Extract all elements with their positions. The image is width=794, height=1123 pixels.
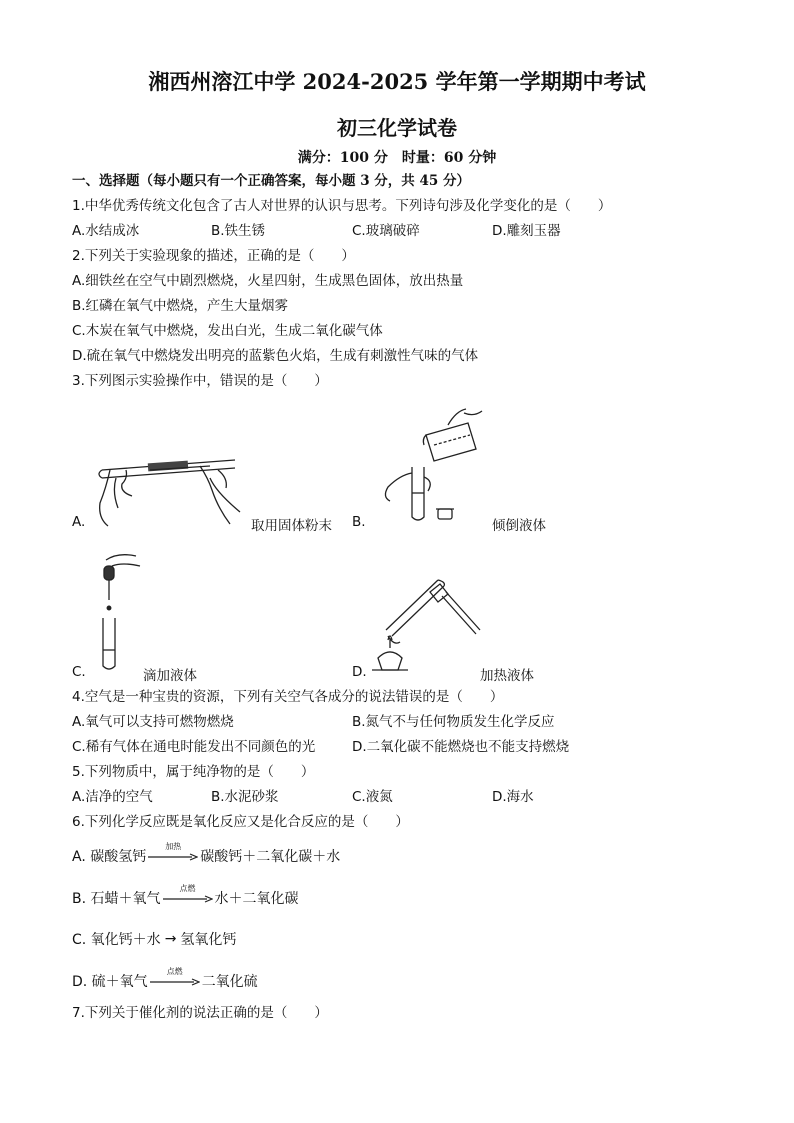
exam-title: 湘西州溶江中学 2024-2025 学年第一学期期中考试 <box>148 69 646 94</box>
q6-option-b <box>72 884 299 908</box>
q3-option-d-letter: D. <box>352 664 367 680</box>
q2-option-c: C.木炭在氧气中燃烧，发出白光，生成二氧化碳气体 <box>72 323 383 339</box>
q6-a-reactants: A. 碳酸氢钙 <box>72 849 147 865</box>
q6-option-d <box>72 967 258 991</box>
q1-option-b: B.铁生锈 <box>211 223 266 239</box>
question-1-stem: 1.中华优秀传统文化包含了古人对世界的认识与思考。下列诗句涉及化学变化的是（ ） <box>72 198 612 214</box>
q1-option-a: A.水结成冰 <box>72 223 140 239</box>
q6-c-reactants: C. 氧化钙＋水 <box>72 932 161 948</box>
figure-c-dropper <box>92 550 152 675</box>
q3-option-a-letter: A. <box>72 514 86 530</box>
q1-option-c: C.玻璃破碎 <box>352 223 420 239</box>
question-2-stem: 2.下列关于实验现象的描述，正确的是（ ） <box>72 248 355 264</box>
figure-d-heating <box>368 566 483 678</box>
reaction-arrow <box>163 884 213 907</box>
q6-b-products: 水＋二氧化碳 <box>214 891 299 907</box>
question-4-stem: 4.空气是一种宝贵的资源，下列有关空气各成分的说法错误的是（ ） <box>72 689 504 705</box>
q6-d-products: 二氧化硫 <box>201 974 258 990</box>
reaction-arrow-short: → <box>164 931 177 947</box>
figure-b-pour-liquid <box>378 405 488 527</box>
exam-meta: 满分：100 分 时量：60 分钟 <box>297 150 497 166</box>
reaction-condition: 点燃 <box>179 884 196 893</box>
q6-option-c <box>72 929 236 949</box>
q3-option-b-caption: 倾倒液体 <box>492 518 546 534</box>
q5-option-d: D.海水 <box>492 789 534 805</box>
reaction-condition: 加热 <box>165 842 182 851</box>
q6-c-products: 氢氧化钙 <box>180 932 237 948</box>
section-heading: 一、选择题（每小题只有一个正确答案，每小题 3 分，共 45 分） <box>72 173 470 189</box>
q6-b-reactants: B. 石蜡＋氧气 <box>72 891 161 907</box>
q4-option-a: A.氧气可以支持可燃物燃烧 <box>72 714 234 730</box>
q3-option-d-caption: 加热液体 <box>480 668 534 684</box>
q2-option-b: B.红磷在氧气中燃烧，产生大量烟雾 <box>72 298 289 314</box>
q2-option-d: D.硫在氧气中燃烧发出明亮的蓝紫色火焰，生成有刺激性气味的气体 <box>72 348 479 364</box>
q3-option-b-letter: B. <box>352 514 366 530</box>
q2-option-a: A.细铁丝在空气中剧烈燃烧，火星四射，生成黑色固体，放出热量 <box>72 273 464 289</box>
reaction-arrow <box>150 967 200 990</box>
q1-option-d: D.雕刻玉器 <box>492 223 561 239</box>
q3-option-c-caption: 滴加液体 <box>143 668 197 684</box>
q6-option-a <box>72 842 341 866</box>
q6-a-products: 碳酸钙＋二氧化碳＋水 <box>200 849 341 865</box>
question-7-stem: 7.下列关于催化剂的说法正确的是（ ） <box>72 1005 328 1021</box>
figure-a-solid-powder <box>90 448 250 528</box>
q3-option-c-letter: C. <box>72 664 86 680</box>
exam-subtitle: 初三化学试卷 <box>337 116 457 140</box>
q5-option-b: B.水泥砂浆 <box>211 789 279 805</box>
q4-option-d: D.二氧化碳不能燃烧也不能支持燃烧 <box>352 739 570 755</box>
q4-option-c: C.稀有气体在通电时能发出不同颜色的光 <box>72 739 316 755</box>
q5-option-a: A.洁净的空气 <box>72 789 153 805</box>
q5-option-c: C.液氮 <box>352 789 393 805</box>
q4-option-b: B.氮气不与任何物质发生化学反应 <box>352 714 555 730</box>
question-3-stem: 3.下列图示实验操作中，错误的是（ ） <box>72 373 328 389</box>
q3-option-a-caption: 取用固体粉末 <box>251 518 332 534</box>
reaction-condition: 点燃 <box>166 967 183 976</box>
reaction-arrow <box>148 842 198 865</box>
q6-d-reactants: D. 硫＋氧气 <box>72 974 148 990</box>
question-6-stem: 6.下列化学反应既是氧化反应又是化合反应的是（ ） <box>72 814 409 830</box>
question-5-stem: 5.下列物质中，属于纯净物的是（ ） <box>72 764 315 780</box>
